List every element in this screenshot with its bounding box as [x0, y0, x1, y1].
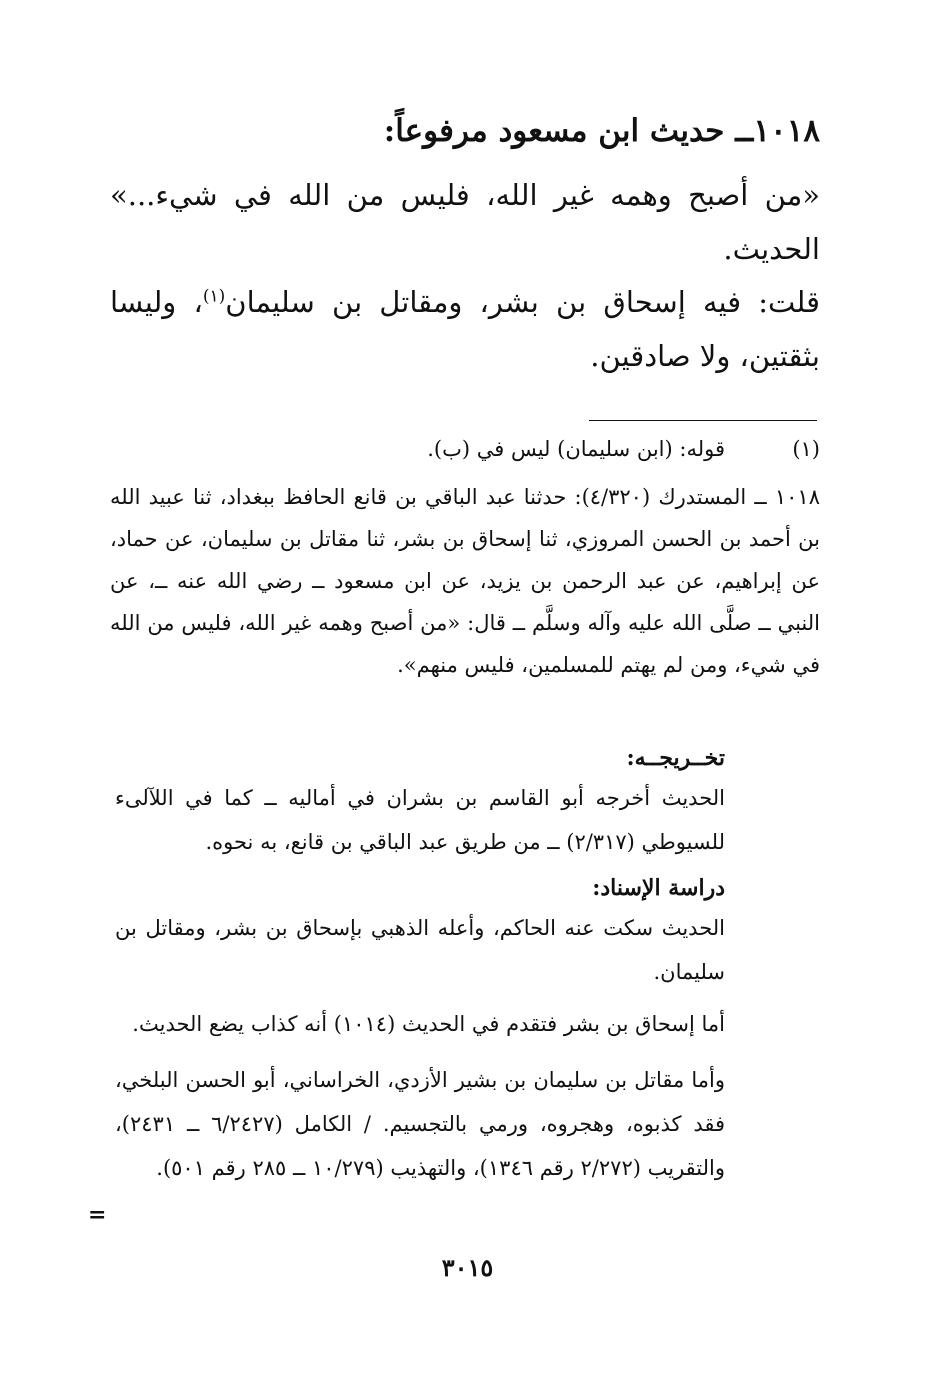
hadith-heading — [110, 108, 820, 154]
hadith-heading-text: ــ حديث ابن مسعود مرفوعاً: — [383, 113, 754, 149]
hadith-text: «من أصبح وهمه غير الله، فليس من الله في شيء...» الحديث. — [110, 178, 820, 266]
comment-text-after: ، وليسا بثقتين، ولا صادقين. — [110, 285, 820, 373]
footnote-hadith-number: ١٠١٨ ــ — [754, 485, 820, 509]
isnad-paragraph-2: أما إسحاق بن بشر فتقدم في الحديث (١٠١٤) أنه كذاب يضع الحديث. — [132, 1012, 725, 1036]
footnote-hadith-source — [110, 476, 820, 686]
footnote-1 — [110, 428, 820, 470]
footnote-1-text: قوله: (ابن سليمان) ليس في (ب). — [427, 437, 725, 461]
takhrij-text: الحديث أخرجه أبو القاسم بن بشران في أماليه ــ كما في اللآلىء للسيوطي (٢/٣١٧) ــ من طريق عبد الباقي بن قانع، به نحوه. — [115, 786, 725, 854]
footnote-hadith-source-text — [110, 476, 820, 686]
footnote-hadith-body: المستدرك (٤/٣٢٠): حدثنا عبد الباقي بن قانع الحافظ ببغداد، ثنا عبيد الله بن أحمد بن الحسن المروزي، ثنا إسحاق بن بشر، ثنا مقاتل بن سليمان، عن حماد، عن إبراهيم، عن عبد الرحمن بن يزيد، عن ابن مسعود ــ رضي الله عنه ــ، عن النبي ــ صلَّى الله عليه وآله وسلَّم ــ قال: «من أصبح وهمه غير الله، فليس من الله في شيء، ومن لم يهتم للمسلمين، فليس منهم». — [110, 485, 820, 677]
hadith-number: ١٠١٨ — [753, 113, 820, 149]
footnote-reference: (١) — [202, 286, 226, 307]
hadith-comment — [110, 275, 820, 383]
footnote-separator — [589, 420, 817, 421]
page-number: ٣٠١٥ — [441, 1253, 494, 1282]
footnote-1-mark: (١) — [792, 437, 820, 461]
isnad-paragraph-1: الحديث سكت عنه الحاكم، وأعله الذهبي بإسحاق بن بشر، ومقاتل بن سليمان. — [115, 916, 725, 984]
continuation-mark: = — [88, 1202, 107, 1228]
isnad-paragraph-3: وأما مقاتل بن سليمان بن بشير الأزدي، الخراساني، أبو الحسن البلخي، فقد كذبوه، وهجروه، ورمي بالتجسيم. / الكامل (٦/٢٤٢٧ ــ ٢٤٣١)، والتقريب (٢/٢٧٢ رقم ١٣٤٦)، والتهذيب (١٠/٢٧٩ ــ ٢٨٥ رقم ٥٠١). — [115, 1068, 726, 1180]
comment-text-before: قلت: فيه إسحاق بن بشر، ومقاتل بن سليمان — [225, 285, 820, 319]
isnad-title: دراسة الإسناد: — [592, 875, 725, 901]
takhrij-title: تخــريجــه: — [626, 745, 725, 771]
